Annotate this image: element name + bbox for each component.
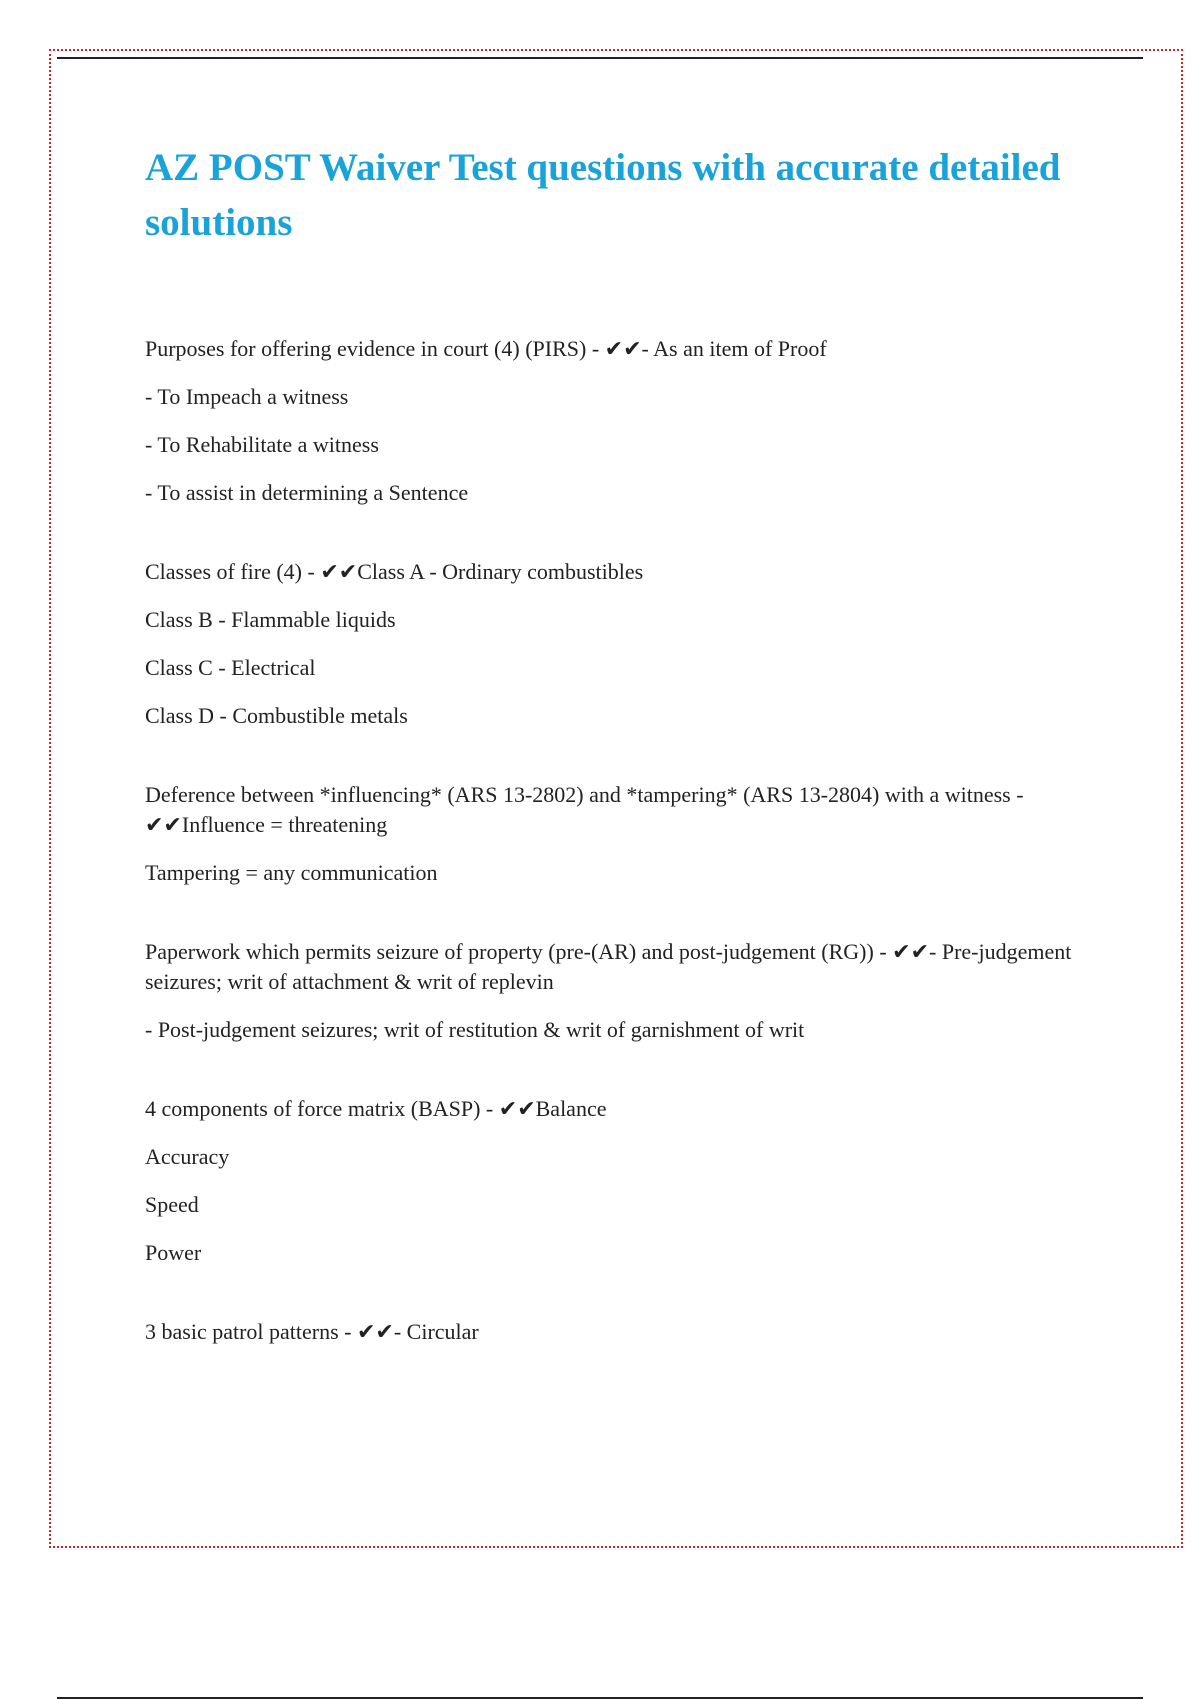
- answer-line: Tampering = any communication: [145, 860, 438, 885]
- answer-line: Class C - Electrical: [145, 655, 316, 680]
- qa-fire-classes: [145, 557, 1085, 731]
- question-line: 3 basic patrol patterns - ✔✔- Circular: [145, 1319, 479, 1344]
- answer-line: - To Rehabilitate a witness: [145, 432, 379, 457]
- document-content: [145, 140, 1085, 1396]
- document-title: AZ POST Waiver Test questions with accurate detailed solutions: [145, 146, 1061, 244]
- answer-line: Class D - Combustible metals: [145, 703, 408, 728]
- answer-line: - Post-judgement seizures; writ of restitution & writ of garnishment of writ: [145, 1017, 805, 1042]
- question-line: Classes of fire (4) - ✔✔Class A - Ordinary combustibles: [145, 559, 644, 584]
- answer-line: Power: [145, 1240, 202, 1265]
- qa-patrol-patterns: [145, 1317, 1085, 1347]
- question-line: 4 components of force matrix (BASP) - ✔✔Balance: [145, 1096, 607, 1121]
- question-line: Purposes for offering evidence in court (4) (PIRS) - ✔✔- As an item of Proof: [145, 336, 827, 361]
- top-rule: [57, 57, 1143, 59]
- qa-force-matrix: [145, 1094, 1085, 1268]
- answer-line: Speed: [145, 1192, 199, 1217]
- answer-line: Accuracy: [145, 1144, 230, 1169]
- answer-line: Class B - Flammable liquids: [145, 607, 396, 632]
- question-line: Paperwork which permits seizure of property (pre-(AR) and post-judgement (RG)) - ✔✔- Pre-judgement seizures; writ of attachment & writ of replevin: [145, 939, 1072, 994]
- qa-evidence-purposes: [145, 334, 1085, 508]
- answer-line: - To Impeach a witness: [145, 384, 349, 409]
- answer-line: - To assist in determining a Sentence: [145, 480, 469, 505]
- qa-influencing-tampering: [145, 780, 1085, 888]
- bottom-rule: [57, 1697, 1143, 1699]
- qa-seizure-paperwork: [145, 937, 1085, 1045]
- question-line: Deference between *influencing* (ARS 13-2802) and *tampering* (ARS 13-2804) with a witness - ✔✔Influence = threatening: [145, 782, 1024, 837]
